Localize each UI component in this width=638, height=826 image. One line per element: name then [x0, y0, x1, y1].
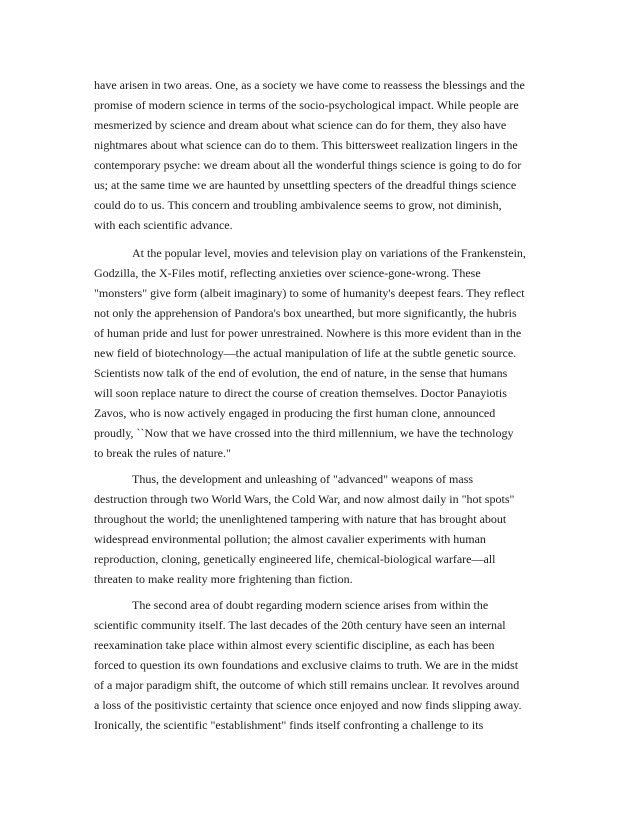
- text-line: forced to question its own foundations and exclusive claims to truth. We are in the midst: [94, 658, 519, 672]
- text-line: Scientists now talk of the end of evolution, the end of nature, in the sense that humans: [94, 366, 508, 380]
- text-line: Zavos, who is now actively engaged in producing the first human clone, announced: [94, 406, 496, 420]
- text-line: destruction through two World Wars, the Cold War, and now almost daily in "hot spots": [94, 492, 515, 506]
- text-line: could do to us. This concern and troubling ambivalence seems to grow, not diminish,: [94, 198, 502, 212]
- text-line: Ironically, the scientific "establishment" finds itself confronting a challenge to its: [94, 718, 484, 732]
- text-line: mesmerized by science and dream about what science can do for them, they also have: [94, 118, 507, 132]
- text-line: The second area of doubt regarding modern science arises from within the: [132, 598, 489, 612]
- text-line: not only the apprehension of Pandora's box unearthed, but more significantly, the hubris: [94, 306, 517, 320]
- text-line: with each scientific advance.: [94, 218, 233, 232]
- text-line: throughout the world; the unenlightened tampering with nature that has brought about: [94, 512, 507, 526]
- text-line: have arisen in two areas. One, as a society we have come to reassess the blessings and the: [94, 78, 525, 92]
- text-line: widespread environmental pollution; the almost cavalier experiments with human: [94, 532, 486, 546]
- text-line: to break the rules of nature.": [94, 446, 231, 460]
- text-line: Godzilla, the X-Files motif, reflecting anxieties over science-gone-wrong. These: [94, 266, 481, 280]
- text-line: of human pride and lust for power unrestrained. Nowhere is this more evident than in the: [94, 326, 522, 340]
- text-line: reproduction, cloning, genetically engineered life, chemical-biological warfare—all: [94, 552, 496, 566]
- text-line: us; at the same time we are haunted by unsettling specters of the dreadful things science: [94, 178, 517, 192]
- text-line: of a major paradigm shift, the outcome of which still remains unclear. It revolves around: [94, 678, 520, 692]
- text-line: threaten to make reality more frightening than fiction.: [94, 572, 353, 586]
- text-line: new field of biotechnology—the actual manipulation of life at the subtle genetic source.: [94, 346, 517, 360]
- text-line: will soon replace nature to direct the course of creation themselves. Doctor Panayiotis: [94, 386, 507, 400]
- text-line: promise of modern science in terms of the socio-psychological impact. While people are: [94, 98, 519, 112]
- text-line: scientific community itself. The last decades of the 20th century have seen an internal: [94, 618, 506, 632]
- text-line: a loss of the positivistic certainty that science once enjoyed and now finds slipping away.: [94, 698, 522, 712]
- text-line: nightmares about what science can do to them. This bittersweet realization lingers in the: [94, 138, 518, 152]
- text-line: contemporary psyche: we dream about all the wonderful things science is going to do for: [94, 158, 522, 172]
- text-line: proudly, ``Now that we have crossed into the third millennium, we have the technology: [94, 426, 514, 440]
- text-line: reexamination take place within almost every scientific discipline, as each has been: [94, 638, 495, 652]
- text-line: "monsters" give form (albeit imaginary) to some of humanity's deepest fears. They reflect: [94, 286, 525, 300]
- text-line: Thus, the development and unleashing of "advanced" weapons of mass: [132, 472, 474, 486]
- text-line: At the popular level, movies and television play on variations of the Frankenstein,: [132, 246, 526, 260]
